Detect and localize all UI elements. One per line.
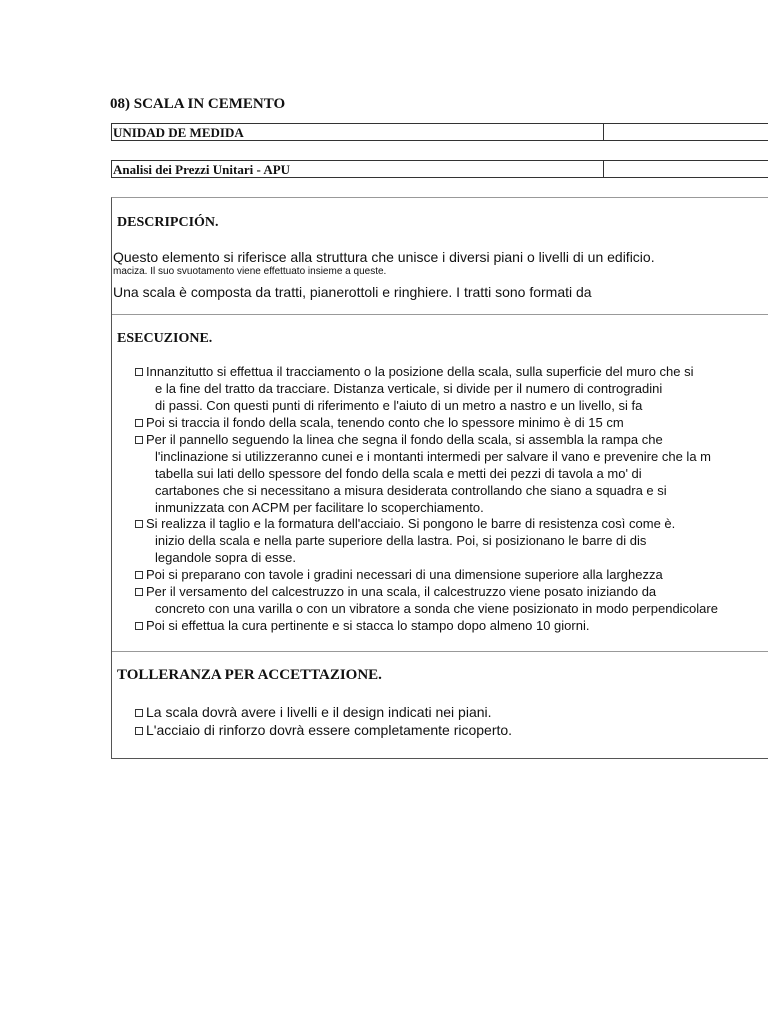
list-item: l'inclinazione si utilizzeranno cunei e i montanti intermedi per salvare il vano e prevenire che la m: [155, 449, 711, 464]
divider: [112, 314, 768, 315]
bullet-icon: [135, 520, 143, 528]
bullet-icon: [135, 588, 143, 596]
list-item: La scala dovrà avere i livelli e il design indicati nei piani.: [135, 704, 492, 720]
list-item: di passi. Con questi punti di riferimento e l'aiuto di un metro a nastro e un livello, si fa: [155, 398, 643, 413]
list-item: Poi si traccia il fondo della scala, tenendo conto che lo spessore minimo è di 15 cm: [135, 415, 624, 430]
list-item: e la fine del tratto da tracciare. Distanza verticale, si divide per il numero di controgradini: [155, 381, 663, 396]
unidad-label: UNIDAD DE MEDIDA: [113, 125, 244, 140]
content-box: [111, 197, 768, 759]
tolleranza-heading: TOLLERANZA PER ACCETTAZIONE.: [117, 667, 382, 683]
list-item: inmunizzata con ACPM per facilitare lo scoperchiamento.: [155, 500, 484, 515]
list-item: Poi si preparano con tavole i gradini necessari di una dimensione superiore alla larghezza: [135, 567, 663, 582]
divider: [112, 651, 768, 652]
bullet-icon: [135, 571, 143, 579]
unidad-value-cell: [603, 123, 768, 141]
section-title: 08) SCALA IN CEMENTO: [110, 96, 286, 112]
descripcion-line-2: maciza. Il suo svuotamento viene effettuato insieme a queste.: [113, 266, 387, 277]
bullet-icon: [135, 622, 143, 630]
descripcion-line-1: Questo elemento si riferisce alla struttura che unisce i diversi piani o livelli di un edificio.: [113, 249, 655, 265]
list-item: cartabones che si necessitano a misura desiderata controllando che siano a squadra e si: [155, 483, 667, 498]
list-item: Poi si effettua la cura pertinente e si stacca lo stampo dopo almeno 10 giorni.: [135, 618, 589, 633]
bullet-icon: [135, 727, 143, 735]
bullet-icon: [135, 419, 143, 427]
list-item: Si realizza il taglio e la formatura dell'acciaio. Si pongono le barre di resistenza così come è.: [135, 516, 675, 531]
esecuzione-heading: ESECUZIONE.: [117, 331, 213, 346]
unidad-row: [111, 123, 768, 141]
descripcion-line-3: Una scala è composta da tratti, pianerottoli e ringhiere. I tratti sono formati da: [113, 284, 592, 300]
bullet-icon: [135, 436, 143, 444]
list-item: L'acciaio di rinforzo dovrà essere completamente ricoperto.: [135, 722, 512, 738]
list-item: Per il versamento del calcestruzzo in una scala, il calcestruzzo viene posato iniziando da: [135, 584, 656, 599]
bullet-icon: [135, 709, 143, 717]
list-item: inizio della scala e nella parte superiore della lastra. Poi, si posizionano le barre di dis: [155, 533, 647, 548]
apu-value-cell: [603, 160, 768, 178]
list-item: legandole sopra di esse.: [155, 550, 296, 565]
list-item: tabella sui lati dello spessore del fondo della scala e metti dei pezzi di tavola a mo' di: [155, 466, 642, 481]
list-item: concreto con una varilla o con un vibratore a sonda che viene posizionato in modo perpendicolare: [155, 601, 718, 616]
list-item: Innanzitutto si effettua il tracciamento o la posizione della scala, sulla superficie del muro che si: [135, 364, 694, 379]
apu-label: Analisi dei Prezzi Unitari - APU: [113, 162, 291, 177]
list-item: Per il pannello seguendo la linea che segna il fondo della scala, si assembla la rampa che: [135, 432, 663, 447]
apu-row: [111, 160, 768, 178]
descripcion-heading: DESCRIPCIÓN.: [117, 215, 219, 230]
bullet-icon: [135, 368, 143, 376]
